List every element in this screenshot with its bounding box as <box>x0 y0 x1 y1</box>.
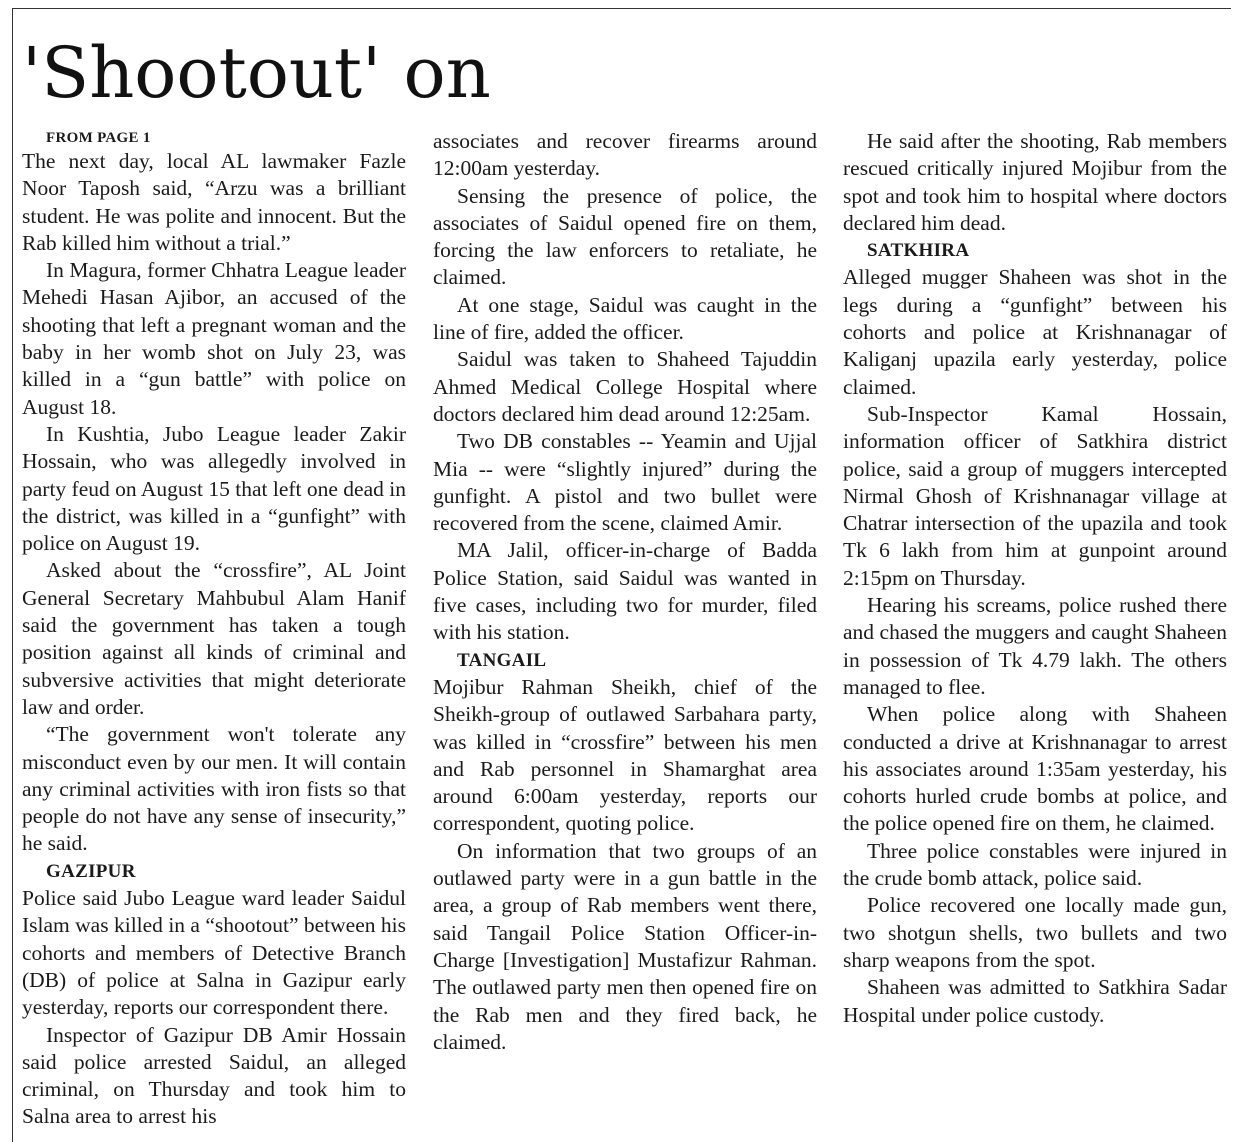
article-paragraph: Police recovered one locally made gun, two shotgun shells, two bullets and two sharp weapons from the spot. <box>843 893 1227 972</box>
section-subhead: GAZIPUR <box>46 860 136 882</box>
headline: 'Shootout' on <box>22 32 491 114</box>
article-paragraph: Alleged mugger Shaheen was shot in the legs during a “gunfight” between his cohorts and police at Krishnanagar of Kaliganj upazila early yesterday, police claimed. <box>843 265 1227 399</box>
article-paragraph: MA Jalil, officer-in-charge of Badda Police Station, said Saidul was wanted in five cases, including two for murder, filed with his station. <box>433 538 817 645</box>
article-paragraph: Sensing the presence of police, the associates of Saidul opened fire on them, forcing the law enforcers to retaliate, he claimed. <box>433 183 817 290</box>
article-paragraph: Asked about the “crossfire”, AL Joint General Secretary Mahbubul Alam Hanif said the government has taken a tough position against all kinds of criminal and subversive activities that might deteriorate law and order. <box>22 558 406 719</box>
article-columns <box>22 128 1228 1142</box>
article-paragraph: Saidul was taken to Shaheed Tajuddin Ahmed Medical College Hospital where doctors declared him dead around 12:25am. <box>433 347 817 426</box>
section-subhead: SATKHIRA <box>867 240 970 262</box>
column-3 <box>843 128 1227 1029</box>
article-paragraph: The next day, local AL lawmaker Fazle Noor Taposh said, “Arzu was a brilliant student. He was polite and innocent. But the Rab killed him without a trial.” <box>22 149 406 255</box>
article-paragraph: Hearing his screams, police rushed there and chased the muggers and caught Shaheen in possession of Tk 4.79 lakh. The others managed to flee. <box>843 593 1227 699</box>
left-rule <box>12 8 13 1142</box>
article-paragraph: Police said Jubo League ward leader Saidul Islam was killed in a “shootout” between his cohorts and members of Detective Branch (DB) of police at Salna in Gazipur early yesterday, reports our correspondent there. <box>22 886 406 1020</box>
article-paragraph: In Kushtia, Jubo League leader Zakir Hossain, who was allegedly involved in party feud on August 15 that left one dead in the district, was killed in a “gunfight” with police on August 19. <box>22 421 406 556</box>
article-paragraph: At one stage, Saidul was caught in the line of fire, added the officer. <box>433 292 817 345</box>
article-paragraph: Mojibur Rahman Sheikh, chief of the Sheikh-group of outlawed Sarbahara party, was killed in “crossfire” between his men and Rab personnel in Shamarghat area around 6:00am yesterday, reports our correspondent, quoting police. <box>433 674 817 836</box>
article-paragraph: Inspector of Gazipur DB Amir Hossain said police arrested Saidul, an alleged criminal, on Thursday and took him to Salna area to arrest his <box>22 1022 406 1129</box>
article-paragraph: In Magura, former Chhatra League leader Mehedi Hasan Ajibor, an accused of the shooting that left a pregnant woman and the baby in her womb shot on July 23, was killed in a “gun battle” with police on August 18. <box>22 258 406 419</box>
article-paragraph: Sub-Inspector Kamal Hossain, information officer of Satkhira district police, said a group of muggers intercepted Nirmal Ghosh of Krishnanagar village at Chatrar intersection of the upazila and took Tk 6 lakh from him at gunpoint around 2:15pm on Thursday. <box>843 401 1227 590</box>
column-2 <box>433 128 817 1056</box>
kicker-from-page: FROM PAGE 1 <box>46 130 151 146</box>
article-paragraph: When police along with Shaheen conducted a drive at Krishnanagar to arrest his associates around 1:35am yesterday, his cohorts hurled crude bombs at police, and the police opened fire on them, he claimed. <box>843 702 1227 836</box>
article-paragraph: Three police constables were injured in the crude bomb attack, police said. <box>843 838 1227 891</box>
article-paragraph: associates and recover firearms around 12:00am yesterday. <box>433 129 817 181</box>
article-paragraph: Two DB constables -- Yeamin and Ujjal Mia -- were “slightly injured” during the gunfight. A pistol and two bullet were recovered from the scene, claimed Amir. <box>433 429 817 536</box>
article-paragraph: Shaheen was admitted to Satkhira Sadar Hospital under police custody. <box>843 975 1227 1027</box>
article-paragraph: On information that two groups of an outlawed party were in a gun battle in the area, a group of Rab members went there, said Tangail Police Station Officer-in-Charge [Investigation] Mustafizur Rahman. The outlawed party men then opened fire on the Rab men and they fired back, he claimed. <box>433 838 817 1054</box>
column-1 <box>22 128 406 1131</box>
top-rule <box>12 8 1231 9</box>
section-subhead: TANGAIL <box>457 649 547 671</box>
article-paragraph: “The government won't tolerate any misconduct even by our men. It will contain any criminal activities with iron fists so that people do not have any sense of insecurity,” he said. <box>22 722 406 856</box>
article-paragraph: He said after the shooting, Rab members rescued critically injured Mojibur from the spot and took him to hospital where doctors declared him dead. <box>843 129 1227 235</box>
